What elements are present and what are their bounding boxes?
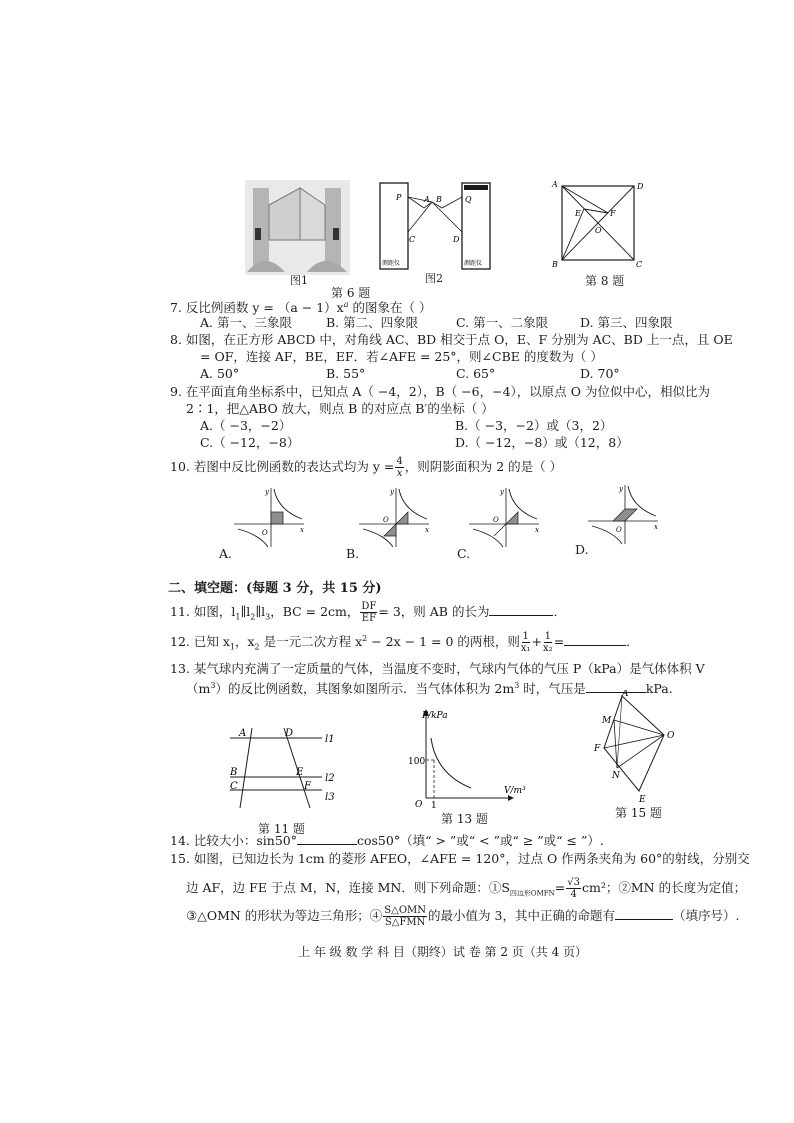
question-7-option-c: C. 第一、二象限 xyxy=(456,315,549,330)
question-11-answer-blank[interactable] xyxy=(489,603,553,616)
svg-text:F: F xyxy=(610,209,616,218)
svg-text:A: A xyxy=(622,690,629,699)
question-10-label-c: C. xyxy=(457,546,471,561)
svg-text:E: E xyxy=(639,795,646,805)
question-8-option-d: D. 70° xyxy=(580,366,620,381)
fig2-label-d: D xyxy=(453,235,460,244)
figure-2-diagram xyxy=(372,180,497,275)
fig2-label-a: A xyxy=(424,195,430,204)
figure-15-rhombus xyxy=(592,690,692,805)
svg-text:l3: l3 xyxy=(325,792,335,803)
question-10-label-d: D. xyxy=(575,542,589,557)
svg-text:O: O xyxy=(595,226,602,235)
question-10-label-a: A. xyxy=(219,546,233,561)
fig2-label-p: P xyxy=(396,193,402,202)
question-12-answer-blank[interactable] xyxy=(564,633,626,646)
svg-text:O: O xyxy=(616,526,622,534)
svg-text:E: E xyxy=(575,209,581,218)
question-15-answer-blank[interactable] xyxy=(615,907,673,920)
svg-text:N: N xyxy=(612,771,620,781)
figure-15-caption: 第 15 题 xyxy=(615,806,662,820)
question-14-stem: 14. 比较大小：sin50° cos50°（填“ > ”或“ < ”或“ ≥ ”或“ ≤ ”）. xyxy=(170,833,604,848)
figure-1-photo xyxy=(245,180,350,275)
question-14-answer-blank[interactable] xyxy=(297,832,357,845)
question-7-option-d: D. 第三、四象限 xyxy=(580,315,673,330)
question-7-option-a: A. 第一、三象限 xyxy=(200,315,292,330)
svg-text:y: y xyxy=(265,488,269,496)
svg-text:x: x xyxy=(300,526,304,534)
svg-text:F: F xyxy=(594,744,601,754)
page-footer: 上 年 级 数 学 科 目（期终）试 卷 第 2 页（共 4 页） xyxy=(298,945,588,959)
question-8-option-a: A. 50° xyxy=(200,366,240,381)
svg-text:A: A xyxy=(239,728,247,739)
question-12-stem: 12. 已知 $x_1$，$x_2$ 是一元二次方程 $x^2 - 2x - 1 = 0$ 的两根，则 $\frac{1}{\text{x₁}}$ + $\frac{1}{\text{x₂}}$ = ． xyxy=(170,631,639,655)
question-8-line-2: = OF，连接 AF，BE，EF．若∠AFE = 25°，则∠CBE 的度数为（ ） xyxy=(200,349,603,364)
question-9-option-a: A.（ −3，−2） xyxy=(200,418,292,433)
svg-text:D: D xyxy=(637,182,644,191)
section-2-heading: 二、填空题：(每题 3 分，共 15 分) xyxy=(168,581,382,596)
question-9-option-c: C.（ −12，−8） xyxy=(200,435,300,450)
svg-text:y: y xyxy=(619,485,623,493)
figure-1-caption: 图1 xyxy=(290,274,308,287)
question-10-graph-d xyxy=(584,482,664,547)
svg-text:B: B xyxy=(230,767,238,778)
question-15-line-1: 15. 如图，已知边长为 1cm 的菱形 AFEO，∠AFE = 120°，过点 O 作两条夹角为 60°的射线，分别交 xyxy=(170,851,750,866)
svg-text:B: B xyxy=(552,260,558,269)
svg-text:y: y xyxy=(500,488,504,496)
question-13-line-2: $(m^3)$的反比例函数，其图象如图所示．当气体体积为 $2m^3$ 时，气压是 kPa. xyxy=(186,681,673,697)
svg-text:M: M xyxy=(602,716,612,726)
question-9-option-b: B.（ −3，−2）或（3，2） xyxy=(455,418,613,433)
question-10-label-b: B. xyxy=(346,546,360,561)
question-15-line-2: 边 AF，边 FE 于点 M，N，连接 MN．则下列命题：$①S_{四边形OMFN}=$ $\frac{√3}{4}$ cm²；②MN 的长度为定值； xyxy=(186,877,747,900)
svg-text:P/kPa: P/kPa xyxy=(422,711,448,721)
svg-text:C: C xyxy=(230,781,238,792)
figure-8-square xyxy=(548,178,648,270)
question-7-stem: 7. 反比例函数 $y = (a - 1)x^a$ 的图象在（ ） xyxy=(170,300,432,316)
svg-text:O: O xyxy=(493,516,499,524)
svg-text:A: A xyxy=(552,180,558,189)
figure-13-pressure-graph xyxy=(396,706,536,811)
svg-text:O: O xyxy=(262,529,268,537)
svg-text:O: O xyxy=(415,800,423,810)
question-10-graph-c xyxy=(465,485,545,550)
question-11-stem: 11. 如图，$l_1\parallel l_2\parallel l_3$，BC = 2cm， $\frac{DF}{EF}$ = 3，则 AB 的长为 ． xyxy=(170,601,566,624)
figure-2-caption: 图2 xyxy=(425,272,443,285)
question-7-option-b: B. 第二、四象限 xyxy=(326,315,419,330)
figure-11-parallel-lines xyxy=(222,722,352,812)
question-10-graph-b xyxy=(355,485,435,550)
svg-text:O: O xyxy=(667,731,675,741)
figure-13-caption: 第 13 题 xyxy=(441,812,488,826)
question-10-stem: 10. 若图中反比例函数的表达式均为 y = $\frac{4}{x}$ ，则阴影面积为 2 的是（ ） xyxy=(170,456,563,479)
fig2-panel-label-right: 测距仪 xyxy=(464,260,483,267)
svg-text:y: y xyxy=(390,488,394,496)
svg-text:C: C xyxy=(636,260,643,269)
fig2-panel-label-left: 测距仪 xyxy=(382,260,401,267)
svg-text:x: x xyxy=(425,526,429,534)
fig2-label-b: B xyxy=(436,195,442,204)
question-9-line-2: 2∶1，把△ABO 放大，则点 B 的对应点 B′的坐标（ ） xyxy=(186,401,494,416)
question-8-option-b: B. 55° xyxy=(326,366,366,381)
question-8-line-1: 8. 如图，在正方形 ABCD 中，对角线 AC、BD 相交于点 O，E、F 分别为 AC、BD 上一点，且 OE xyxy=(170,332,733,347)
question-15-line-3: ③△OMN 的形状为等边三角形；④ $\frac{\text{S△OMN}}{\text{S△FMN}}$ 的最小值为 3，其中正确的命题有 （填序号）. xyxy=(186,905,740,928)
figure-11-caption: 第 11 题 xyxy=(258,822,305,836)
svg-text:l2: l2 xyxy=(325,773,335,784)
svg-text:O: O xyxy=(383,516,389,524)
svg-text:D: D xyxy=(285,728,294,739)
svg-text:1: 1 xyxy=(431,801,437,811)
fig2-label-c: C xyxy=(409,235,416,244)
question-10-graph-a xyxy=(230,485,310,550)
question-6-caption: 第 6 题 xyxy=(331,286,371,300)
fig2-label-q: Q xyxy=(465,195,472,204)
svg-text:l1: l1 xyxy=(325,734,335,745)
svg-text:x: x xyxy=(654,523,658,531)
question-8-caption: 第 8 题 xyxy=(585,274,625,288)
svg-text:F: F xyxy=(304,781,311,792)
svg-text:100: 100 xyxy=(408,757,426,767)
question-8-option-c: C. 65° xyxy=(456,366,496,381)
svg-text:x: x xyxy=(535,526,539,534)
svg-text:V/m³: V/m³ xyxy=(504,786,526,796)
question-9-option-d: D.（ −12，−8）或（12，8） xyxy=(455,435,629,450)
question-9-line-1: 9. 在平面直角坐标系中，已知点 A（ −4，2），B（ −6，−4），以原点 O 为位似中心，相似比为 xyxy=(170,384,710,399)
question-13-line-1: 13. 某气球内充满了一定质量的气体，当温度不变时，气球内气体的气压 P（kPa）是气体体积 V xyxy=(170,661,705,676)
svg-text:E: E xyxy=(296,767,304,778)
